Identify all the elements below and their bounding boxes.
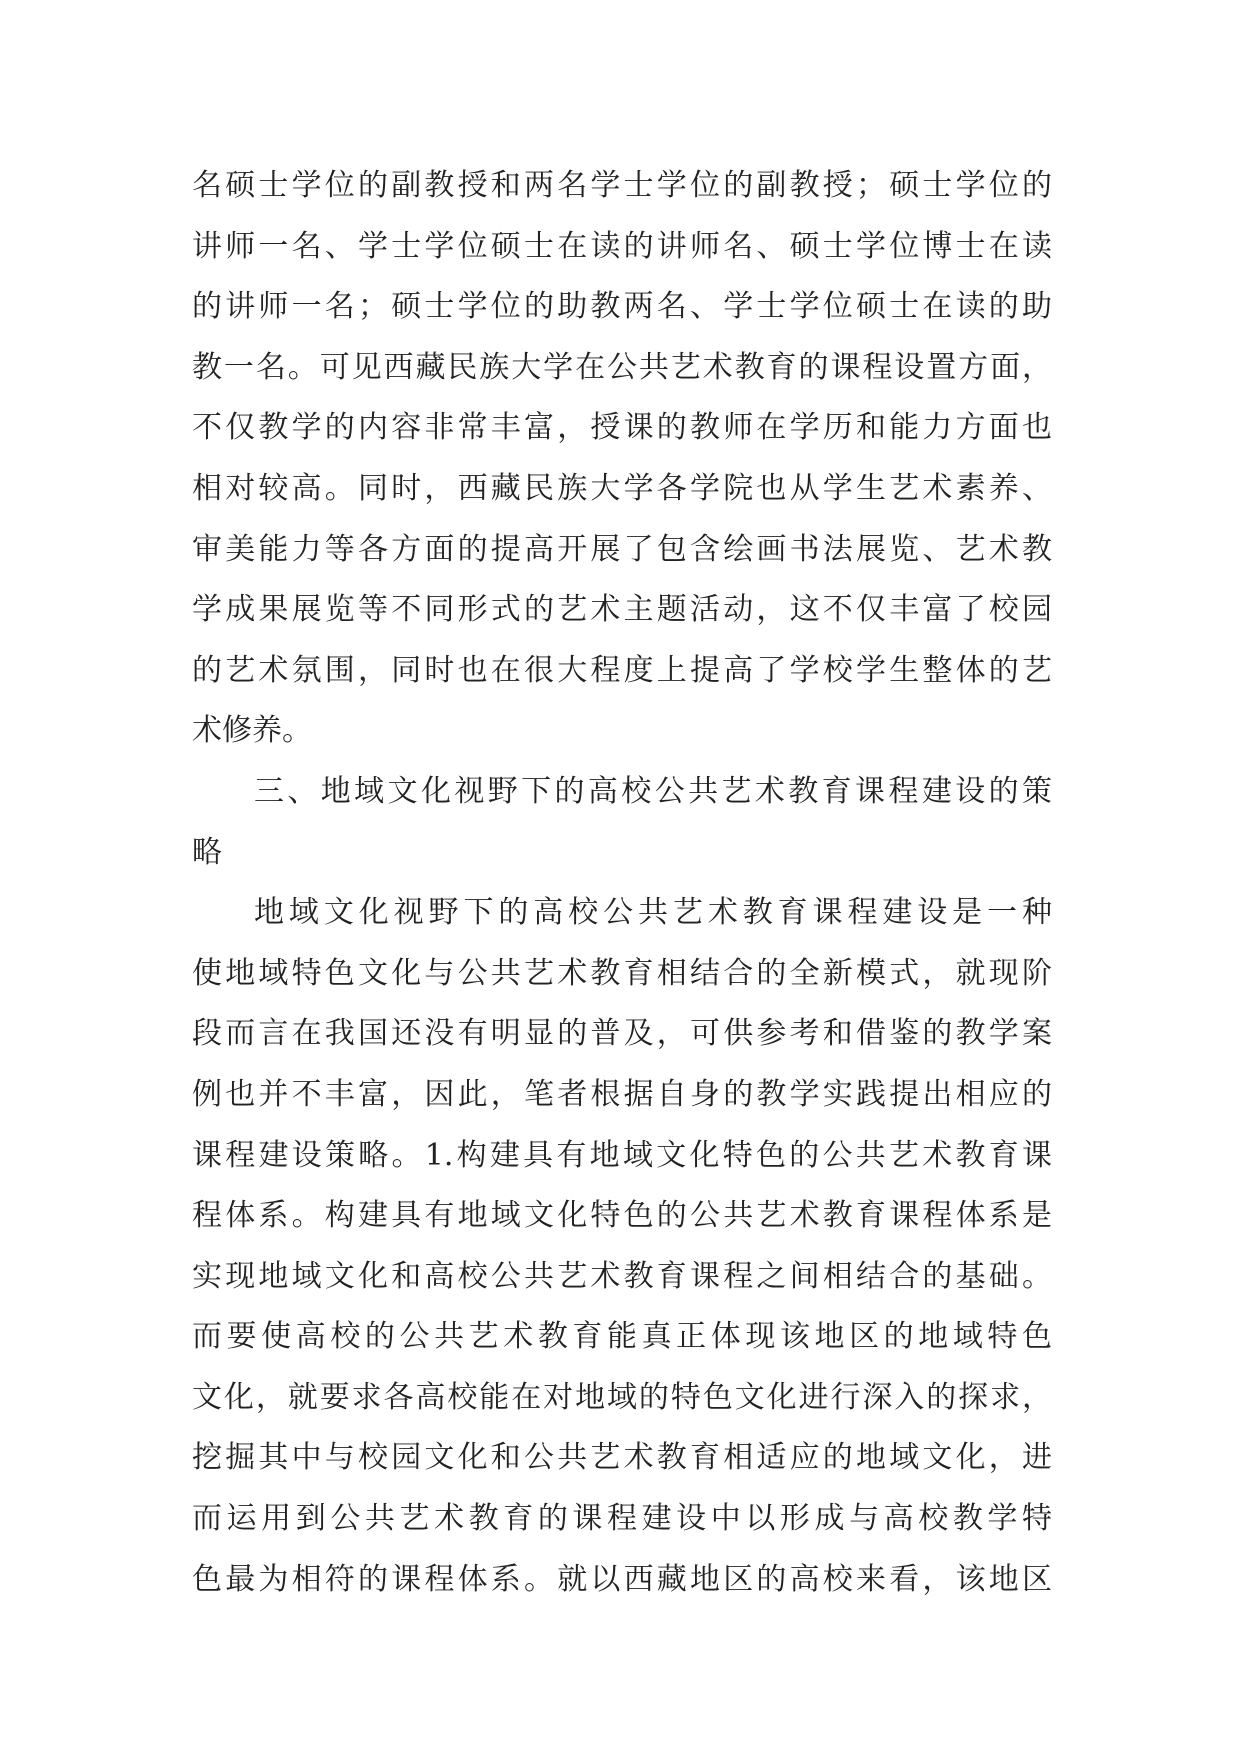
text-line: 不仅教学的内容非常丰富，授课的教师在学历和能力方面也 — [192, 410, 1052, 446]
text-line: 程体系。构建具有地域文化特色的公共艺术教育课程体系是 — [192, 1198, 1052, 1234]
text-line: 审美能力等各方面的提高开展了包含绘画书法展览、艺术教 — [192, 531, 1052, 567]
text-line: 术修养。 — [192, 713, 312, 749]
body-text — [192, 156, 1052, 1610]
text-line: 挖掘其中与校园文化和公共艺术教育相适应的地域文化，进 — [192, 1440, 1052, 1476]
text-line: 而要使高校的公共艺术教育能真正体现该地区的地域特色 — [192, 1319, 1052, 1355]
text-line: 段而言在我国还没有明显的普及，可供参考和借鉴的教学案 — [192, 1016, 1052, 1052]
text-line: 讲师一名、学士学位硕士在读的讲师名、硕士学位博士在读 — [192, 228, 1052, 264]
text-line: 例也并不丰富，因此，笔者根据自身的教学实践提出相应的 — [192, 1076, 1052, 1112]
text-line: 文化，就要求各高校能在对地域的特色文化进行深入的探求， — [192, 1379, 1052, 1415]
section-heading-continued: 略 — [192, 834, 222, 870]
text-line: 学成果展览等不同形式的艺术主题活动，这不仅丰富了校园 — [192, 592, 1052, 628]
paragraph-start: 地域文化视野下的高校公共艺术教育课程建设是一种 — [254, 895, 1052, 931]
text-line: 教一名。可见西藏民族大学在公共艺术教育的课程设置方面， — [192, 349, 1052, 385]
text-line: 名硕士学位的副教授和两名学士学位的副教授；硕士学位的 — [192, 168, 1052, 203]
text-line: 使地域特色文化与公共艺术教育相结合的全新模式，就现阶 — [192, 955, 1052, 991]
text-line: 的讲师一名；硕士学位的助教两名、学士学位硕士在读的助 — [192, 289, 1052, 325]
text-line: 色最为相符的课程体系。就以西藏地区的高校来看，该地区 — [192, 1561, 1052, 1597]
text-line: 而运用到公共艺术教育的课程建设中以形成与高校教学特 — [192, 1501, 1052, 1537]
section-heading: 三、地域文化视野下的高校公共艺术教育课程建设的策 — [254, 773, 1052, 809]
text-line: 的艺术氛围，同时也在很大程度上提高了学校学生整体的艺 — [192, 652, 1052, 688]
text-line: 课程建设策略。1.构建具有地域文化特色的公共艺术教育课 — [192, 1137, 1052, 1173]
text-line: 相对较高。同时，西藏民族大学各学院也从学生艺术素养、 — [192, 470, 1052, 506]
text-line: 实现地域文化和高校公共艺术教育课程之间相结合的基础。 — [192, 1258, 1052, 1294]
